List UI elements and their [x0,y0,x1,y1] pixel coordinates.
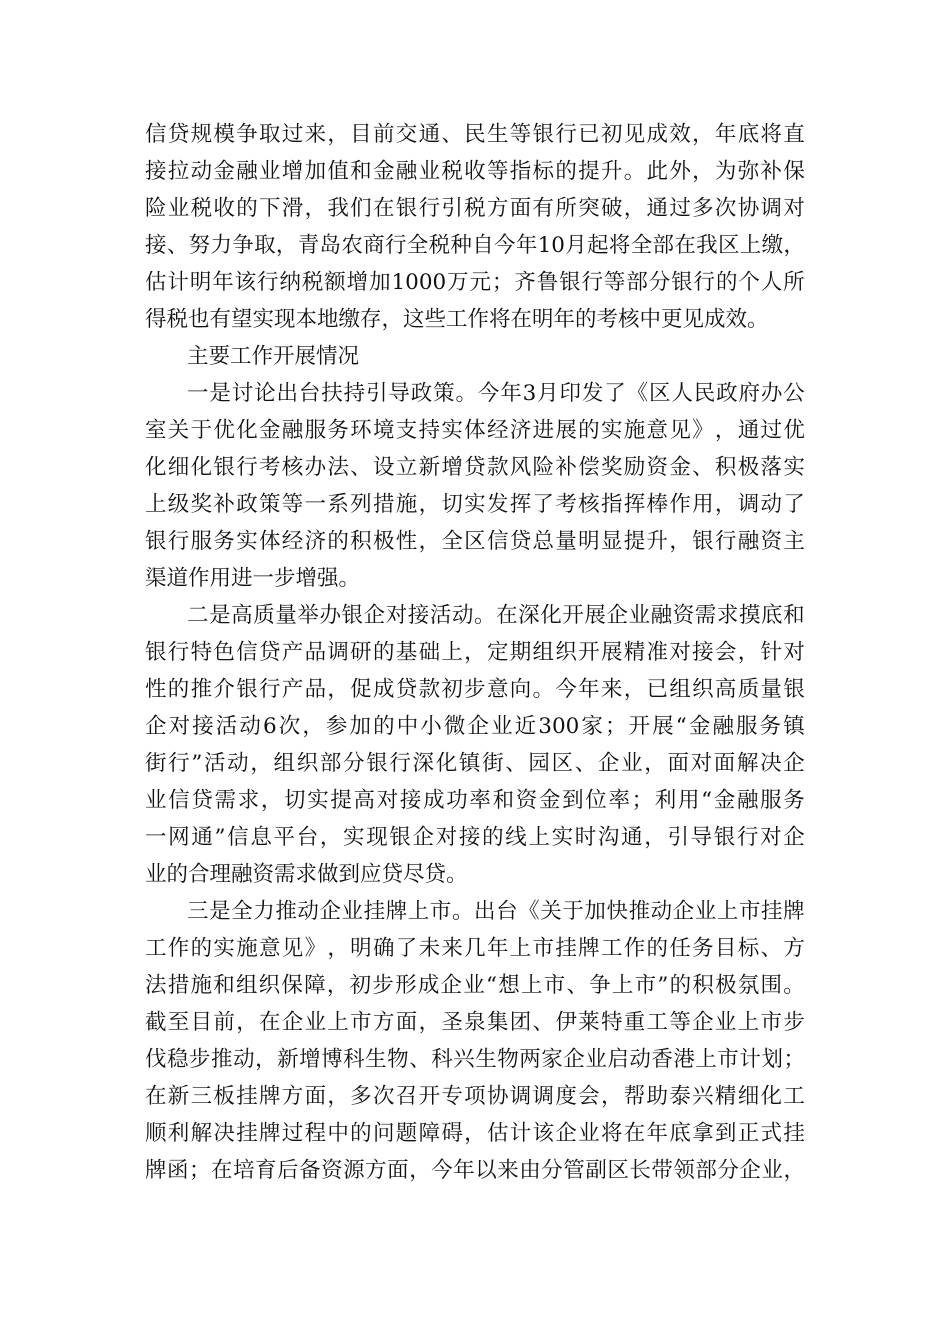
paragraph [145,893,805,1189]
text-line: 接 、 努 力 争 取 ， 青 岛 农 商 行 全 税 种 自 今 年 10 月 起 将 全 部 在 我 区 上 缴 ， [145,233,805,258]
paragraph [145,116,805,338]
text-line: 牌 函 ； 在 培 育 后 备 资 源 方 面 ， 今 年 以 来 由 分 管 副 区 长 带 领 部 分 企 业 ， [145,1158,805,1183]
text-line: 估 计 明 年 该 行 纳 税 额 增 加 1000 万 元 ； 齐 鲁 银 行 等 部 分 银 行 的 个 人 所 [145,270,805,295]
text-line: 主要工作开展情况 [187,344,360,369]
text-line: 接 拉 动 金 融 业 增 加 值 和 金 融 业 税 收 等 指 标 的 提 升 。 此 外 ， 为 弥 补 保 [145,159,805,184]
text-line: 街 行 ” 活 动 ， 组 织 部 分 银 行 深 化 镇 街 、 园 区 、 企 业 ， 面 对 面 解 决 企 [145,751,805,776]
text-line: 得税也有望实现本地缴存，这些工作将在明年的考核中更见成效。 [145,307,769,332]
paragraph [145,597,805,893]
text-line: 企 对 接 活 动 6 次 ， 参 加 的 中 小 微 企 业 近 300 家 ； 开 展 “ 金 融 服 务 镇 [145,714,805,739]
text-line: 性 的 推 介 银 行 产 品 ， 促 成 贷 款 初 步 意 向 。 今 年 来 ， 已 组 织 高 质 量 银 [145,677,805,702]
text-line: 银 行 特 色 信 贷 产 品 调 研 的 基 础 上 ， 定 期 组 织 开 展 精 准 对 接 会 ， 针 对 [145,640,805,665]
text-line: 信 贷 规 模 争 取 过 来 ， 目 前 交 通 、 民 生 等 银 行 已 初 见 成 效 ， 年 底 将 直 [145,122,805,147]
paragraph [145,375,805,597]
text-line: 顺 利 解 决 挂 牌 过 程 中 的 问 题 障 碍 ， 估 计 该 企 业 将 在 年 底 拿 到 正 式 挂 [145,1121,805,1146]
text-line: 三 是 全 力 推 动 企 业 挂 牌 上 市 。 出 台 《 关 于 加 快 推 动 企 业 上 市 挂 牌 [187,899,805,924]
text-line: 渠道作用进一步增强。 [145,566,361,591]
text-line: 上 级 奖 补 政 策 等 一 系 列 措 施 ， 切 实 发 挥 了 考 核 指 挥 棒 作 用 ， 调 动 了 [145,492,805,517]
text-line: 一 是 讨 论 出 台 扶 持 引 导 政 策 。 今 年 3 月 印 发 了 《 区 人 民 政 府 办 公 [187,381,805,406]
text-line: 截 至 目 前 ， 在 企 业 上 市 方 面 ， 圣 泉 集 团 、 伊 莱 特 重 工 等 企 业 上 市 步 [145,1010,805,1035]
text-line: 在 新 三 板 挂 牌 方 面 ， 多 次 召 开 专 项 协 调 调 度 会 ， 帮 助 泰 兴 精 细 化 工 [145,1084,805,1109]
section-heading [145,338,805,375]
text-line: 室 关 于 优 化 金 融 服 务 环 境 支 持 实 体 经 济 进 展 的 实 施 意 见 》 ， 通 过 优 [145,418,805,443]
text-line: 业 信 贷 需 求 ， 切 实 提 高 对 接 成 功 率 和 资 金 到 位 率 ； 利 用 “ 金 融 服 务 [145,788,805,813]
text-line: 险 业 税 收 的 下 滑 ， 我 们 在 银 行 引 税 方 面 有 所 突 破 ， 通 过 多 次 协 调 对 [145,196,805,221]
text-line: 法 措 施 和 组 织 保 障 ， 初 步 形 成 企 业 “ 想 上 市 、 争 上 市 ” 的 积 极 氛 围 。 [145,973,805,998]
text-line: 伐 稳 步 推 动 ， 新 增 博 科 生 物 、 科 兴 生 物 两 家 企 业 启 动 香 港 上 市 计 划 ； [145,1047,805,1072]
text-line: 二 是 高 质 量 举 办 银 企 对 接 活 动 。 在 深 化 开 展 企 业 融 资 需 求 摸 底 和 [187,603,805,628]
text-line: 一 网 通 ” 信 息 平 台 ， 实 现 银 企 对 接 的 线 上 实 时 沟 通 ， 引 导 银 行 对 企 [145,825,805,850]
text-line: 工 作 的 实 施 意 见 》 ， 明 确 了 未 来 几 年 上 市 挂 牌 工 作 的 任 务 目 标 、 方 [145,936,805,961]
text-line: 化 细 化 银 行 考 核 办 法 、 设 立 新 增 贷 款 风 险 补 偿 奖 励 资 金 、 积 极 落 实 [145,455,805,480]
text-line: 业的合理融资需求做到应贷尽贷。 [145,862,468,887]
document-body [145,116,805,1189]
text-line: 银 行 服 务 实 体 经 济 的 积 极 性 ， 全 区 信 贷 总 量 明 显 提 升 ， 银 行 融 资 主 [145,529,805,554]
